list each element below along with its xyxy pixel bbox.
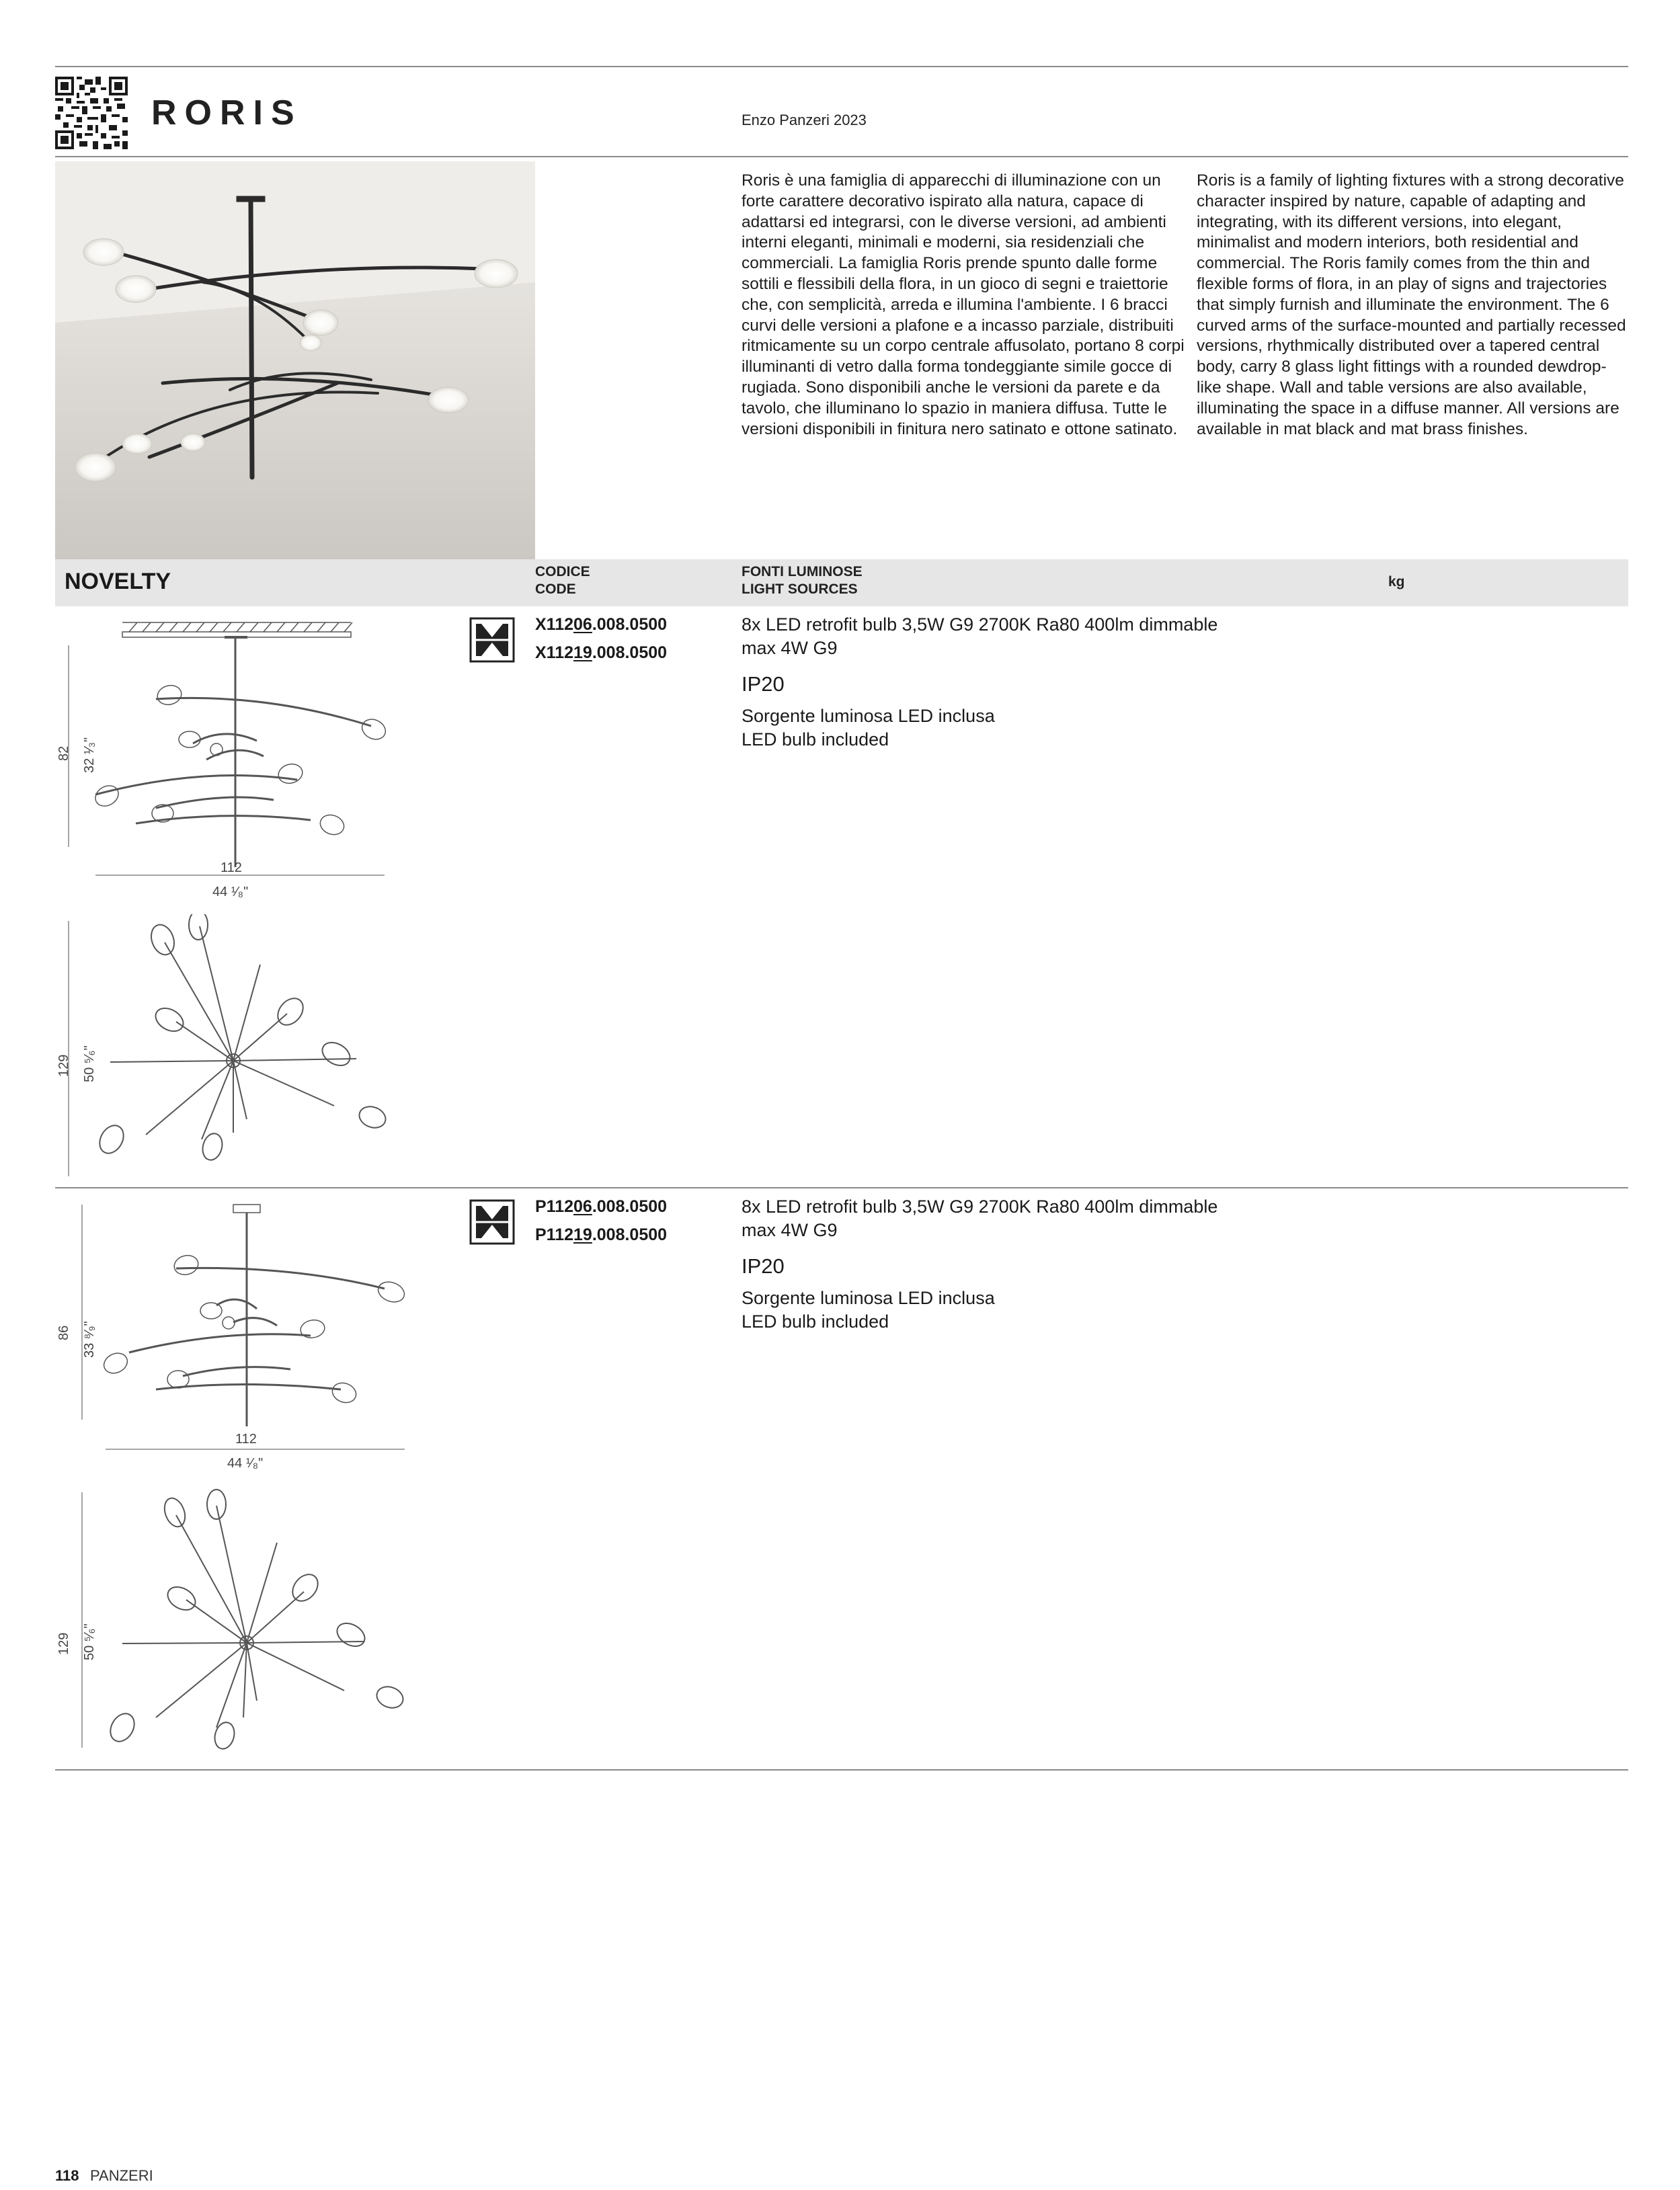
product-1-height-cm: 82 xyxy=(56,745,71,761)
product-2-codes xyxy=(535,1192,667,1249)
product-2-width-in: 44 ¹⁄₈" xyxy=(227,1456,264,1471)
top-rule xyxy=(55,66,1628,67)
product-2-recessed-type-icon xyxy=(469,1199,515,1245)
product-title: RORIS xyxy=(151,93,303,132)
product-2-ip-rating: IP20 xyxy=(742,1254,785,1278)
sources-header-it: FONTI LUMINOSE xyxy=(742,564,863,579)
product-1-diam-cm: 129 xyxy=(56,1054,71,1077)
product-1-ip-rating: IP20 xyxy=(742,672,785,696)
product-2-included-en: LED bulb included xyxy=(742,1311,889,1332)
product-2-side-drawing xyxy=(55,1198,418,1467)
product-divider xyxy=(55,1187,1628,1188)
product-1-codes xyxy=(535,610,667,667)
header-rule xyxy=(55,156,1628,157)
product-1-code-2: X11219.008.0500 xyxy=(535,643,668,662)
designer-credit: Enzo Panzeri 2023 xyxy=(742,112,867,128)
product-1-diam-in: 50 ⁵⁄₆" xyxy=(82,1045,97,1082)
product-photo xyxy=(55,161,535,559)
product-2-height-in: 33 ⁸⁄₉" xyxy=(82,1321,97,1358)
product-2-diam-in: 50 ⁵⁄₆" xyxy=(82,1623,97,1660)
product-1-ceiling-type-icon xyxy=(469,617,515,663)
product-1-included xyxy=(742,704,995,752)
product-2-included xyxy=(742,1287,995,1334)
product-1-height-in: 32 ¹⁄₃" xyxy=(82,737,97,773)
description-english: Roris is a family of lighting fixtures with a strong decorative character inspired by nature, capable of adapting and integrating, with its different versions, into elegant, minimalist and modern interiors, both residential and commercial. The Roris family comes from the thin and flexible forms of flora, in an play of signs and trajectories that simply furnish and illuminate the environment. The 6 curved arms of the surface-mounted and partially recessed versions, rhythmically distributed over a tapered central body, carry 8 glass light fittings with a rounded dewdrop-like shape. Wall and table versions are also available, illuminating the space in a diffuse manner. All versions are available in mat black and mat brass finishes. xyxy=(1197,171,1626,438)
code-header-en: CODE xyxy=(535,581,576,597)
product-1-light-source xyxy=(742,613,1217,660)
weight-column-header: kg xyxy=(1388,574,1405,590)
code-header-it: CODICE xyxy=(535,564,590,579)
product-2-height-cm: 86 xyxy=(56,1325,71,1340)
product-1-width-in: 44 ¹⁄₈" xyxy=(212,885,249,899)
product-2-included-it: Sorgente luminosa LED inclusa xyxy=(742,1288,995,1308)
product-2-width-cm: 112 xyxy=(235,1432,257,1447)
product-1-top-drawing xyxy=(55,914,405,1183)
code-column-header xyxy=(535,563,590,598)
product-1-side-drawing xyxy=(55,618,405,887)
product-2-code-1: P11206.008.0500 xyxy=(535,1197,668,1216)
product-2-top-drawing xyxy=(55,1486,418,1754)
product-1-code-1: X11206.008.0500 xyxy=(535,615,668,634)
product-1-included-it: Sorgente luminosa LED inclusa xyxy=(742,706,995,726)
footer-brand: PANZERI xyxy=(90,2167,153,2184)
product-2-light-source xyxy=(742,1195,1217,1242)
bottom-rule xyxy=(55,1769,1628,1771)
page-number: 118 xyxy=(55,2167,79,2184)
product-1-included-en: LED bulb included xyxy=(742,729,889,749)
product-1-width-cm: 112 xyxy=(221,860,242,875)
sources-column-header xyxy=(742,563,863,598)
description-italian: Roris è una famiglia di apparecchi di illuminazione con un forte carattere decorativo ispirato alla natura, capace di adattarsi ed integrarsi, con le diverse versioni, ad ambienti interni eleganti, minimali e moderni, sia residenziali che commerciali. La famiglia Roris prende spunto dalle forme sottili e flessibili della flora, in un gioco di segni e traiettorie che, con semplicità, arreda e illumina l'ambiente. I 6 bracci curvi delle versioni a plafone e a incasso parziale, distribuiti ritmicamente su un corpo centrale affusolato, portano 8 corpi illuminanti di vetro dalla forma tondeggiante simile gocce di rugiada. Sono disponibili anche le versioni da parete e da tavolo, che illuminano lo spazio in maniera diffusa. Tutte le versioni disponibili in finitura nero satinato e ottone satinato. xyxy=(742,171,1185,438)
product-2-code-2: P11219.008.0500 xyxy=(535,1225,668,1244)
product-2-diam-cm: 129 xyxy=(56,1632,71,1655)
qr-code-icon[interactable] xyxy=(55,77,128,153)
product-2-source-line2: max 4W G9 xyxy=(742,1220,838,1240)
novelty-badge: NOVELTY xyxy=(65,569,171,594)
product-1-source-line2: max 4W G9 xyxy=(742,638,838,658)
sources-header-en: LIGHT SOURCES xyxy=(742,581,858,597)
product-2-source-line1: 8x LED retrofit bulb 3,5W G9 2700K Ra80 400lm dimmable xyxy=(742,1197,1218,1217)
product-1-source-line1: 8x LED retrofit bulb 3,5W G9 2700K Ra80 400lm dimmable xyxy=(742,614,1218,635)
